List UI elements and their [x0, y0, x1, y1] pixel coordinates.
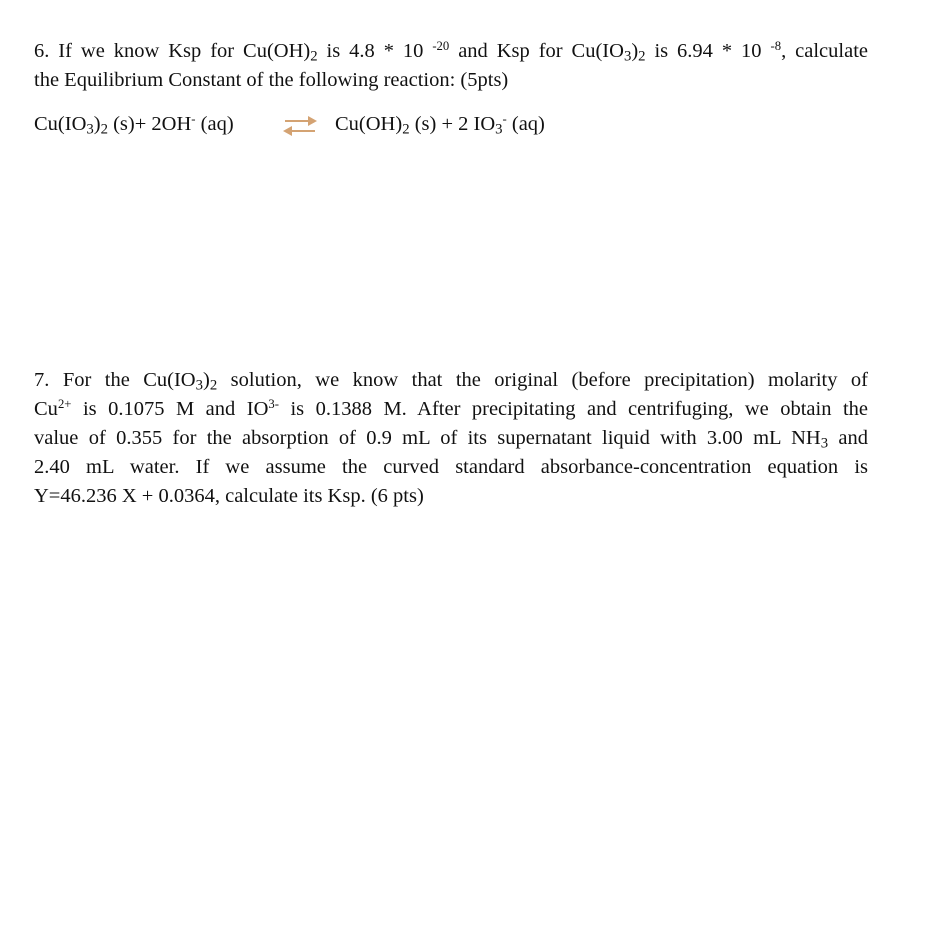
- question-6: [34, 37, 868, 95]
- equilibrium-arrow-icon: [282, 114, 318, 136]
- reaction-equation: [34, 110, 545, 139]
- text-run: and Ksp for Cu(IO: [449, 40, 624, 62]
- text-run: is 4.8 * 10: [317, 40, 433, 62]
- question-7-line: [34, 395, 868, 424]
- text-run: 7. For the Cu(IO: [34, 369, 196, 391]
- subscript: 3: [195, 377, 203, 394]
- subscript: 3: [623, 48, 632, 65]
- question-7-line: [34, 424, 868, 453]
- text-run: and: [828, 427, 868, 449]
- text-run: Cu(OH): [335, 113, 403, 135]
- text-run: 6. If we know Ksp for Cu(OH): [34, 40, 311, 62]
- subscript: 2: [209, 377, 218, 394]
- subscript: 2: [100, 121, 108, 138]
- text-run: the Equilibrium Constant of the following reaction: (5pts): [34, 69, 509, 91]
- products: [335, 110, 545, 139]
- text-run: (aq): [195, 113, 234, 135]
- text-run: is 6.94 * 10: [645, 40, 771, 62]
- text-run: Cu: [34, 398, 58, 420]
- text-run: value of 0.355 for the absorption of 0.9 mL of its supernatant liquid with 3.00 mL NH: [34, 427, 821, 449]
- subscript: 2: [638, 48, 646, 65]
- question-7-line: [34, 482, 868, 511]
- superscript: -: [502, 112, 507, 127]
- text-run: , calculate: [781, 40, 868, 62]
- question-7: [34, 366, 868, 511]
- text-run: is 0.1075 M and IO: [71, 398, 269, 420]
- subscript: 2: [402, 121, 410, 138]
- superscript: 2+: [57, 397, 72, 412]
- question-7-line: [34, 366, 868, 395]
- superscript: -20: [432, 39, 450, 54]
- question-7-line: [34, 453, 868, 482]
- text-run: is 0.1388 M. After precipitating and centrifuging, we obtain the: [278, 398, 868, 420]
- superscript: -: [191, 112, 196, 127]
- question-6-line: [34, 37, 868, 66]
- text-run: Cu(IO: [34, 113, 87, 135]
- reactants: [34, 112, 234, 138]
- superscript: 3-: [268, 397, 279, 412]
- question-6-line: [34, 66, 868, 95]
- text-run: ): [631, 40, 639, 62]
- text-run: (s)+ 2OH: [107, 113, 192, 135]
- superscript: -8: [770, 39, 782, 54]
- text-run: (s) + 2 IO: [409, 113, 496, 135]
- text-run: ): [93, 113, 101, 135]
- subscript: 2: [310, 48, 318, 65]
- text-run: Y=46.236 X + 0.0364, calculate its Ksp. (6 pts): [34, 485, 424, 507]
- subscript: 3: [86, 121, 94, 138]
- text-run: ): [203, 369, 210, 391]
- text-run: (aq): [506, 113, 545, 135]
- subscript: 3: [820, 435, 829, 452]
- text-run: solution, we know that the original (before precipitation) molarity of: [217, 369, 868, 391]
- subscript: 3: [495, 121, 503, 138]
- text-run: 2.40 mL water. If we assume the curved standard absorbance-concentration equation is: [34, 456, 868, 478]
